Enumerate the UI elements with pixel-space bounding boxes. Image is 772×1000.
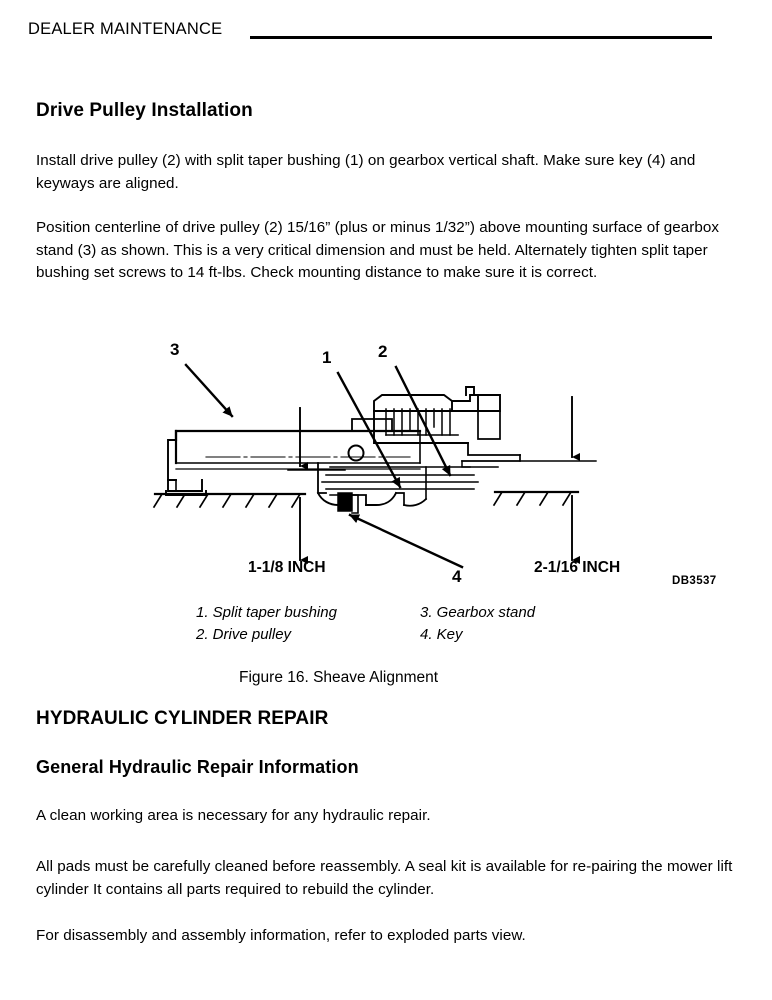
callout-2: 2 [378, 342, 388, 361]
heading-drive-pulley-installation: Drive Pulley Installation [36, 100, 253, 121]
legend-item-1: 1. Split taper bushing [196, 604, 337, 621]
heading-hydraulic-cylinder-repair: HYDRAULIC CYLINDER REPAIR [36, 708, 329, 729]
figure-legend-column-1 [196, 602, 337, 646]
figure-caption: Figure 16. Sheave Alignment [239, 669, 439, 686]
callout-3: 3 [170, 340, 180, 359]
callout-4: 4 [452, 567, 462, 586]
right-dimension-label: 2-1/16 INCH [534, 559, 621, 576]
figure-drawing-code: DB3537 [672, 575, 717, 587]
heading-general-hydraulic-repair-information: General Hydraulic Repair Information [36, 757, 359, 777]
paragraph-drive-pulley-1: Install drive pulley (2) with split taper bushing (1) on gearbox vertical shaft. Make sure key (4) and keyways are aligned. [36, 152, 696, 192]
left-dimension-label: 1-1/8 INCH [248, 559, 326, 576]
paragraph-drive-pulley-2: Position centerline of drive pulley (2) 15/16” (plus or minus 1/32”) above mounting surface of gearbox stand (3) as shown. This is a very critical dimension and must be held. Alternately tighten split taper bushing set screws to 14 ft-lbs. Check mounting distance to make sure it is correct. [36, 219, 719, 281]
paragraph-general-2: All pads must be carefully cleaned before reassembly. A seal kit is available for re-pairing the mower lift cylinder It contains all parts required to rebuild the cylinder. [36, 858, 733, 898]
legend-item-4: 4. Key [420, 626, 463, 643]
header-title: DEALER MAINTENANCE [28, 20, 223, 38]
running-header [28, 20, 744, 46]
callout-1: 1 [322, 348, 332, 367]
header-rule [250, 36, 712, 39]
paragraph-general-1: A clean working area is necessary for any hydraulic repair. [36, 807, 431, 824]
figure-16-sheave-alignment [0, 335, 772, 700]
legend-item-3: 3. Gearbox stand [420, 604, 536, 621]
figure-legend-column-2 [420, 602, 535, 646]
legend-item-2: 2. Drive pulley [196, 626, 292, 643]
paragraph-general-3: For disassembly and assembly information, refer to exploded parts view. [36, 927, 526, 944]
sheave-alignment-drawing [0, 335, 772, 700]
